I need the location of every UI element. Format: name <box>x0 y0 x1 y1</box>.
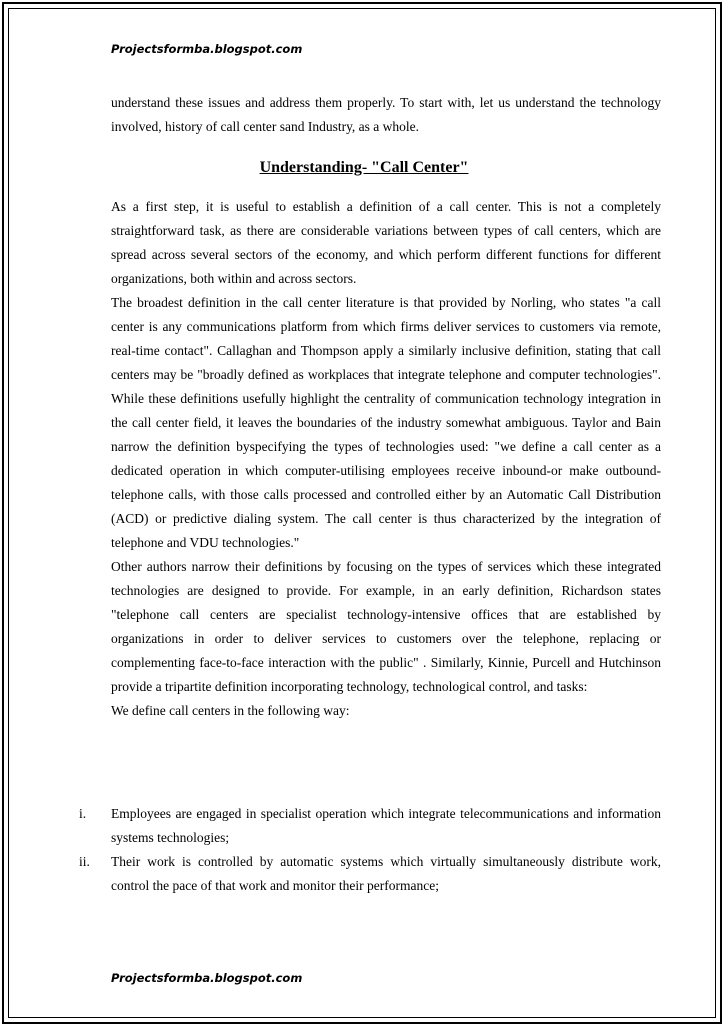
section-heading-text: Understanding- "Call Center" <box>259 159 469 176</box>
paragraph-we-define: We define call centers in the following way: <box>111 703 350 718</box>
paragraph-definition-intro: As a first step, it is useful to establish a definition of a call center. This is not a completely straightforward task, as there are considerable variations between types of call centers, which are spread across several sectors of the economy, and which perform different functions for different organizations, both within and across sectors. <box>111 199 661 286</box>
section-heading <box>4 159 724 177</box>
page-header: Projectsformba.blogspot.com <box>111 42 303 56</box>
list-item-text: Employees are engaged in specialist operation which integrate telecommunications and information systems technologies; <box>111 806 661 845</box>
body-paragraphs <box>111 195 661 723</box>
list-item-text: Their work is controlled by automatic systems which virtually simultaneously distribute work, control the pace of that work and monitor their performance; <box>111 854 661 893</box>
intro-paragraph: understand these issues and address them properly. To start with, let us understand the technology involved, history of call center sand Industry, as a whole. <box>111 95 661 134</box>
paragraph-broadest-definition: The broadest definition in the call center literature is that provided by Norling, who states "a call center is any communications platform from which firms deliver services to customers via remote, real-time contact". Callaghan and Thompson apply a similarly inclusive definition, stating that call centers may be "broadly defined as workplaces that integrate telephone and computer technologies". While these definitions usefully highlight the centrality of communication technology integration in the call center field, it leaves the boundaries of the industry somewhat ambiguous. Taylor and Bain narrow the definition byspecifying the types of technologies used: "we define a call center as a dedicated operation in which computer-utilising employees receive inbound-or make outbound-telephone calls, with those calls processed and controlled either by an Automatic Call Distribution (ACD) or predictive dialing system. The call center is thus characterized by the integration of telephone and VDU technologies." <box>111 295 661 550</box>
list-number: ii. <box>79 854 90 869</box>
document-page <box>2 2 722 1024</box>
page-footer: Projectsformba.blogspot.com <box>111 971 303 985</box>
list-number: i. <box>79 806 87 821</box>
paragraph-other-authors: Other authors narrow their definitions by focusing on the types of services which these integrated technologies are designed to provide. For example, in an early definition, Richardson states "telephone call centers are specialist technology-intensive offices that are established by organizations in order to deliver services to customers over the telephone, replacing or complementing face-to-face interaction with the public" . Similarly, Kinnie, Purcell and Hutchinson provide a tripartite definition incorporating technology, technological control, and tasks: <box>111 559 661 694</box>
